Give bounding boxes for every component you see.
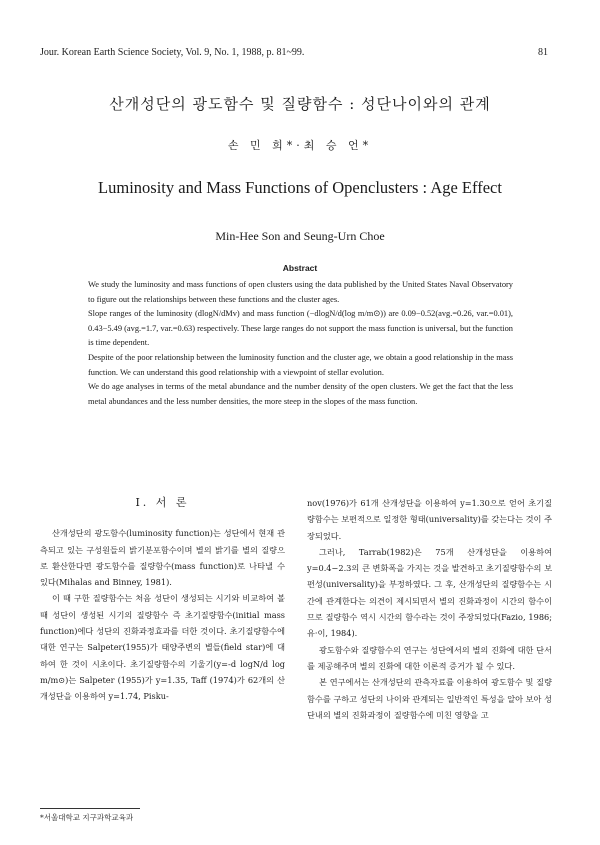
abstract-heading: Abstract: [282, 263, 318, 273]
authors-english: Min-Hee Son and Seung-Urn Choe: [215, 229, 385, 243]
column-left: [40, 495, 285, 705]
abstract-paragraph: Despite of the poor relationship between the luminosity function and the cluster age, we obtain a good relationship in the mass function. We can understand this good relationship with a viewpoint of stellar evolution.: [88, 352, 513, 377]
journal-citation: Jour. Korean Earth Science Society, Vol. 9, No. 1, 1988, p. 81~99.: [40, 47, 305, 58]
body-paragraph: 광도함수와 질량함수의 연구는 성단에서의 별의 진화에 대한 단서를 제공해주며 별의 진화에 대한 이론적 증거가 될 수 있다.: [307, 644, 552, 671]
footnote-divider: [40, 808, 140, 809]
column-right: [307, 495, 552, 723]
abstract-paragraph: We do age analyses in terms of the metal abundance and the number density of the open clusters. We get the fact that the less metal abundances and the less number densities, the more steep in the slopes of the mass function.: [88, 382, 513, 406]
title-english: Luminosity and Mass Functions of Openclusters : Age Effect: [98, 178, 502, 197]
footnote-affiliation: *서울대학교 지구과학교육과: [40, 813, 134, 822]
body-paragraph: 이 때 구한 질량함수는 처음 성단이 생성되는 시기와 비교하여 볼 때 성단이 생성된 시기의 질량함수 즉 초기질량함수(initial mass function)에다 성단의 진화과정효과를 더한 것이다. 초기질량함수에 대한 연구는 Salpeter(1955)가 태양주변의 별들(field star)에 대하여 한 것이 시초이다. 초기질량함수의 기울기(y=-d logN/d log m/m⊙)는 Salpeter (1955)가 y=1.35, Taff (1974)가 62개의 산개성단을 이용하여 y=1.74, Pisku-: [40, 593, 285, 702]
abstract-paragraph: We study the luminosity and mass functions of open clusters using the data published by the United States Naval Observatory to figure out the relationships between these functions and the cluster ages.: [88, 280, 513, 304]
page-number: 81: [538, 47, 548, 58]
body-paragraph: 본 연구에서는 산개성단의 관측자료를 이용하여 광도함수 및 질량함수를 구하고 성단의 나이와 관계되는 일반적인 특성을 알아 보아 성단내의 별의 진화과정이 질량함수에 미친 영향을 고: [307, 677, 552, 720]
abstract-paragraph: Slope ranges of the luminosity (dlogN/dMv) and mass function (−dlogN/d(log m/m⊙)) are 0.09−0.52(avg.=0.26, var.=0.01), 0.43−5.49 (avg.=1.7, var.=0.63) respectively. These large ranges do not support the mass function is universal, but the function is time dependent.: [88, 309, 513, 348]
body-paragraph: nov(1976)가 61개 산개성단을 이용하여 y=1.30으로 얻어 초기질량함수는 보편적으로 일정한 형태(universality)를 갖는다는 것이 주장되었다.: [307, 498, 552, 541]
running-head: [40, 47, 548, 58]
section-heading-introduction: I. 서 론: [135, 496, 190, 509]
body-paragraph: 산개성단의 광도함수(luminosity function)는 성단에서 현재 관측되고 있는 구성원들의 밝기분포함수이며 별의 밝기를 별의 질량으로 환산한다면 광도함수를 질량함수(mass function)로 나타낼 수 있다(Mihalas and Binney, 1981).: [40, 528, 285, 588]
body-paragraph: 그러나, Tarrab(1982)은 75개 산개성단을 이용하여 y=0.4−2.3의 큰 변화폭을 가지는 것을 발견하고 초기질량함수의 보편성(universality)을 부정하였다. 그 후, 산개성단의 질량함수는 시간에 관계한다는 의견이 제시되면서 별의 진화과정이 시간의 함수이므로 질량함수 역시 시간의 함수라는 것이 주장되었다(Fazio, 1986; 유·이, 1984).: [307, 546, 552, 639]
title-korean: 산개성단의 광도함수 및 질량함수 : 성단나이와의 관계: [109, 95, 491, 113]
authors-korean: 손 민 희*·최 승 언*: [227, 139, 373, 152]
abstract-body: [88, 278, 513, 409]
